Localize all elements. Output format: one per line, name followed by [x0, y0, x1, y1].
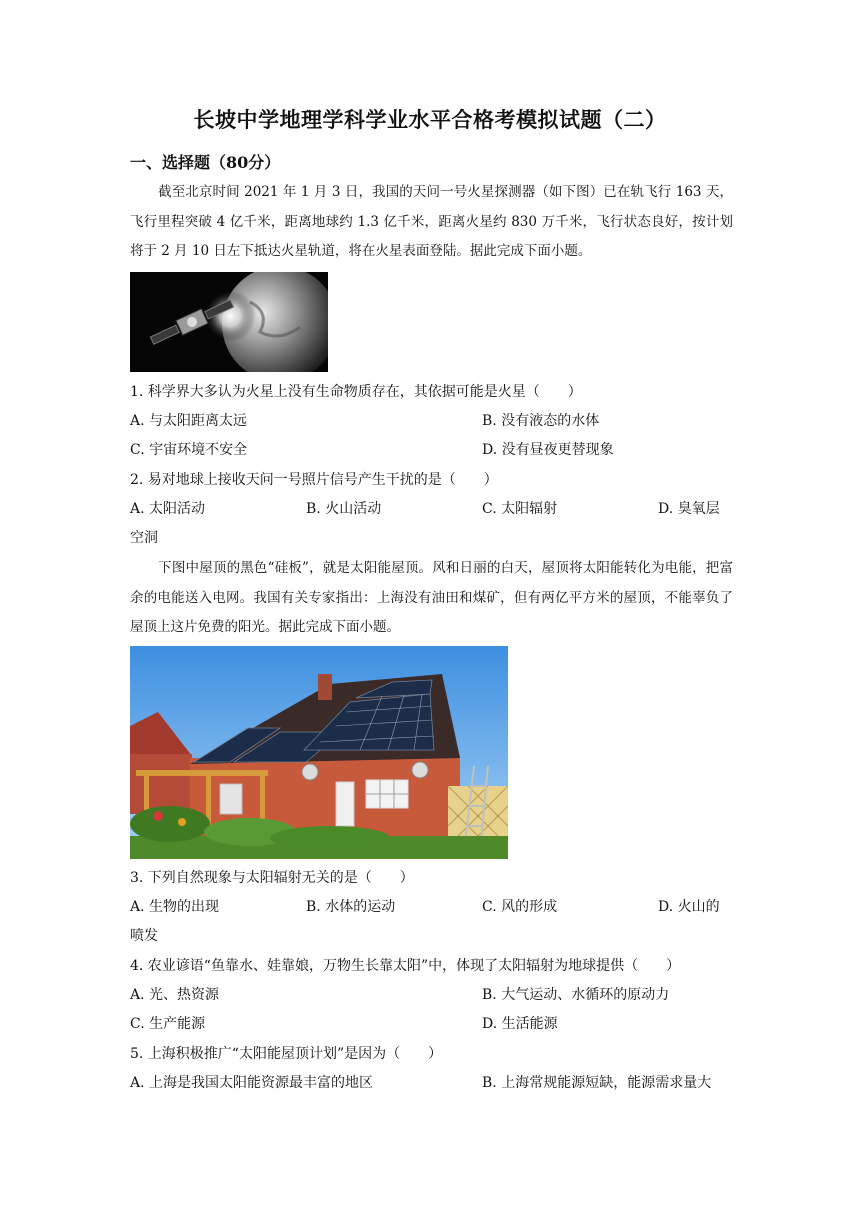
question-5-option-b[interactable]: B. 上海常规能源短缺，能源需求量大: [482, 1075, 712, 1091]
question-3-option-d-wrap: 喷发: [130, 928, 158, 944]
question-1-stem: 1. 科学界大多认为火星上没有生命物质存在，其依据可能是火星（ ）: [130, 384, 582, 400]
passage-solar-roof: [130, 554, 733, 643]
passage-mars-text: 截至北京时间 2021 年 1 月 3 日，我国的天问一号火星探测器（如下图）已在轨飞行 163 天，飞行里程突破 4 亿千米，距离地球约 1.3 亿千米，距离火星约 830 万千米，飞行状态良好，按计划将于 2 月 10 日左下抵达火星轨道，将在火星表面登陆。据此完成下面小题。: [130, 184, 733, 259]
question-5-option-a[interactable]: A. 上海是我国太阳能资源最丰富的地区: [130, 1075, 374, 1091]
question-4-option-a[interactable]: A. 光、热资源: [130, 987, 220, 1003]
passage-solar-roof-text: 下图中屋顶的黑色“硅板”，就是太阳能屋顶。风和日丽的白天，屋顶将太阳能转化为电能，把富余的电能送入电网。我国有关专家指出：上海没有油田和煤矿，但有两亿平方米的屋顶，不能辜负了屋顶上这片免费的阳光。据此完成下面小题。: [130, 560, 733, 635]
mars-probe-image: [130, 272, 328, 372]
question-1-option-a[interactable]: A. 与太阳距离太远: [130, 413, 248, 429]
question-3-option-b[interactable]: B. 水体的运动: [306, 899, 396, 915]
question-4-option-d[interactable]: D. 生活能源: [482, 1016, 558, 1032]
question-5-stem: 5. 上海积极推广“太阳能屋顶计划”是因为（ ）: [130, 1046, 443, 1062]
question-1-option-c[interactable]: C. 宇宙环境不安全: [130, 442, 248, 458]
passage-mars: [130, 178, 733, 267]
question-3-option-a[interactable]: A. 生物的出现: [130, 899, 220, 915]
solar-roof-house-image: [130, 646, 508, 859]
question-2-option-a[interactable]: A. 太阳活动: [130, 501, 206, 517]
question-4-stem: 4. 农业谚语“鱼靠水、娃靠娘，万物生长靠太阳”中，体现了太阳辐射为地球提供（ ）: [130, 958, 681, 974]
question-2-stem: 2. 易对地球上接收天问一号照片信号产生干扰的是（ ）: [130, 472, 498, 488]
question-2-option-b[interactable]: B. 火山活动: [306, 501, 382, 517]
question-1-option-b[interactable]: B. 没有液态的水体: [482, 413, 600, 429]
page-title: 长坡中学地理学科学业水平合格考模拟试题（二）: [193, 107, 667, 132]
question-2-option-d[interactable]: D. 臭氧层: [658, 501, 720, 517]
question-3-stem: 3. 下列自然现象与太阳辐射无关的是（ ）: [130, 870, 414, 886]
question-4-option-c[interactable]: C. 生产能源: [130, 1016, 206, 1032]
question-2-option-d-wrap: 空洞: [130, 530, 158, 546]
question-3-option-d[interactable]: D. 火山的: [658, 899, 720, 915]
question-1-option-d[interactable]: D. 没有昼夜更替现象: [482, 442, 614, 458]
section-heading: 一、选择题（80分）: [130, 153, 281, 172]
question-3-option-c[interactable]: C. 风的形成: [482, 899, 558, 915]
question-2-option-c[interactable]: C. 太阳辐射: [482, 501, 558, 517]
question-4-option-b[interactable]: B. 大气运动、水循环的原动力: [482, 987, 670, 1003]
